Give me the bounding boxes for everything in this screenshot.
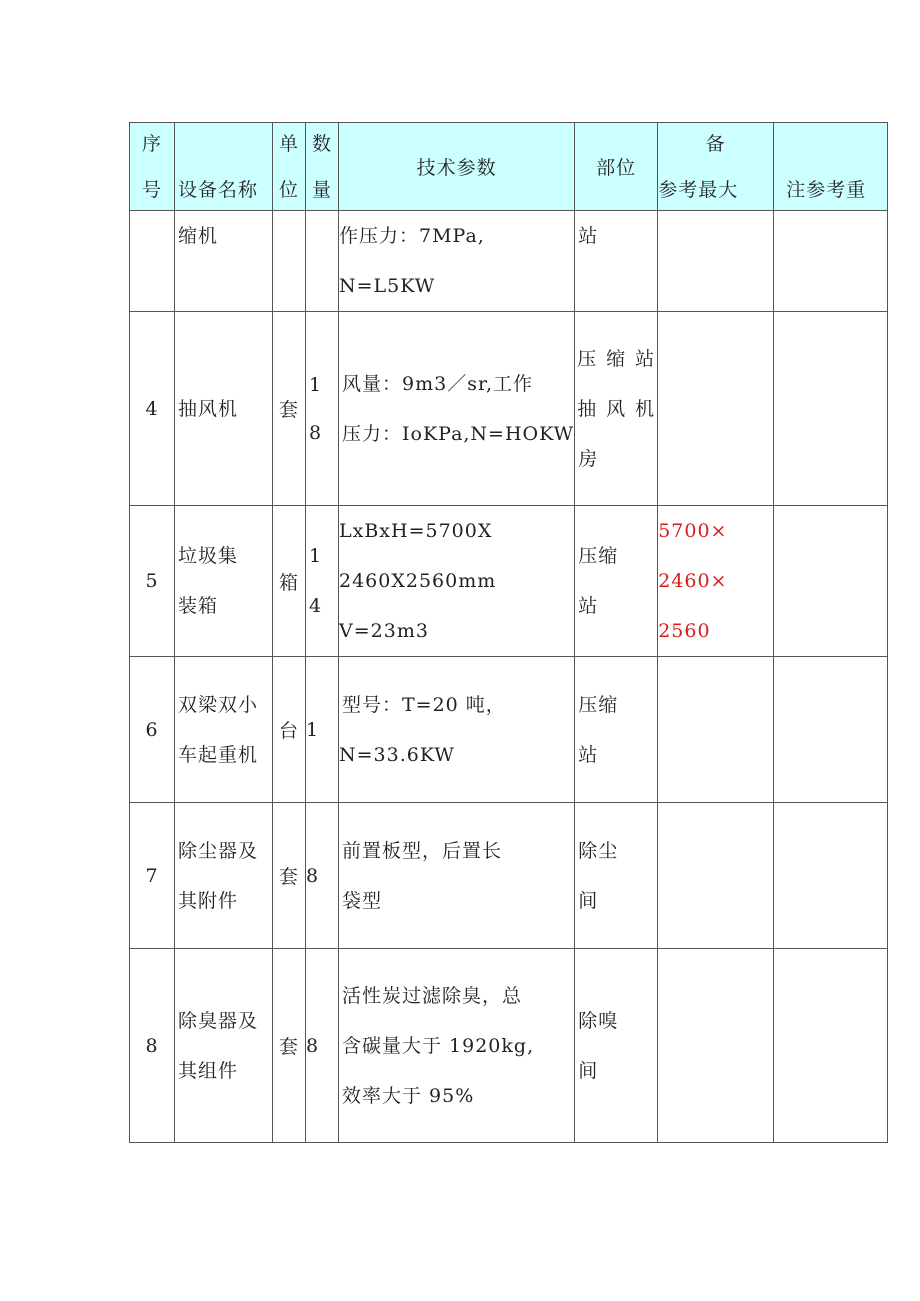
ref-cell	[658, 506, 774, 657]
tech-cell	[339, 312, 575, 506]
seq-cell: 4	[130, 312, 175, 506]
unit-cell: 台	[273, 657, 306, 803]
ref-cell	[658, 657, 774, 803]
qty-cell: 8	[306, 949, 339, 1143]
header-seq	[130, 123, 175, 211]
name-line: 其附件	[178, 889, 239, 912]
qty-cell	[306, 312, 339, 506]
name-cell	[175, 803, 273, 949]
location-cell	[575, 949, 658, 1143]
header-seq-top: 序	[141, 132, 162, 155]
ref-line: 2460×	[658, 570, 728, 592]
note-cell	[774, 211, 888, 312]
location-cell	[575, 657, 658, 803]
table-row	[130, 211, 888, 312]
tech-line: 含碳量大于 1920kg,	[342, 1034, 535, 1057]
note-cell	[774, 949, 888, 1143]
header-qty-bottom: 量	[311, 178, 332, 201]
location-cell	[575, 312, 658, 506]
location-line: 压缩站	[577, 347, 656, 370]
note-cell	[774, 657, 888, 803]
name-line: 抽风机	[178, 397, 239, 420]
header-ref-max: 参考最大	[658, 178, 739, 201]
qty-cell: 1	[306, 657, 339, 803]
unit-cell: 套	[273, 949, 306, 1143]
name-line: 装箱	[178, 595, 219, 617]
tech-line: 效率大于 95%	[342, 1084, 475, 1107]
name-cell	[175, 211, 273, 312]
note-cell	[774, 506, 888, 657]
tech-line: 活性炭过滤除臭，总	[342, 984, 523, 1007]
name-line: 除臭器及	[178, 1009, 259, 1032]
header-name-text: 设备名称	[178, 179, 259, 201]
ref-line: 5700×	[658, 520, 728, 542]
header-location: 部位	[575, 123, 658, 211]
table-row	[130, 312, 888, 506]
note-cell	[774, 803, 888, 949]
header-remark	[658, 123, 774, 211]
table-row	[130, 949, 888, 1143]
header-seq-bottom: 号	[141, 178, 162, 201]
seq-cell: 5	[130, 506, 175, 657]
header-row	[130, 123, 888, 211]
tech-line: 2460X2560mm	[339, 570, 497, 592]
unit-cell: 箱	[273, 506, 306, 657]
seq-cell	[130, 211, 175, 312]
tech-line: 前置板型，后置长	[342, 839, 503, 862]
tech-cell	[339, 803, 575, 949]
ref-cell	[658, 803, 774, 949]
location-line: 除尘	[578, 839, 619, 862]
location-line: 间	[578, 1059, 599, 1082]
name-cell	[175, 506, 273, 657]
header-unit	[273, 123, 306, 211]
tech-cell	[339, 949, 575, 1143]
name-line: 其组件	[178, 1059, 239, 1082]
location-line: 站	[578, 225, 599, 247]
header-remark-top: 备	[705, 132, 726, 155]
tech-line: 袋型	[342, 889, 383, 912]
tech-line: N=33.6KW	[339, 743, 455, 766]
table-row	[130, 506, 888, 657]
location-line: 抽风机	[577, 397, 656, 420]
name-line: 车起重机	[178, 743, 259, 766]
name-line: 双梁双小	[178, 693, 259, 716]
header-tech: 技术参数	[339, 123, 575, 211]
unit-cell: 套	[273, 803, 306, 949]
seq-cell: 7	[130, 803, 175, 949]
header-qty-top: 数	[311, 132, 332, 155]
table-row	[130, 803, 888, 949]
unit-cell: 套	[273, 312, 306, 506]
name-cell	[175, 657, 273, 803]
header-note-text: 注参考重	[786, 179, 867, 201]
ref-cell	[658, 949, 774, 1143]
header-unit-top: 单	[278, 132, 299, 155]
location-line: 站	[578, 595, 599, 617]
table-row	[130, 657, 888, 803]
qty-line: 1	[309, 373, 323, 396]
tech-line: V=23m3	[339, 620, 429, 642]
location-cell	[575, 506, 658, 657]
unit-cell	[273, 211, 306, 312]
location-line: 压缩	[578, 545, 619, 567]
location-line: 间	[578, 889, 599, 912]
note-cell	[774, 312, 888, 506]
ref-cell	[658, 312, 774, 506]
tech-line: LxBxH=5700X	[339, 520, 493, 542]
location-line: 站	[578, 743, 599, 766]
tech-line: N=L5KW	[339, 275, 436, 297]
qty-line: 8	[309, 421, 323, 444]
location-cell	[575, 803, 658, 949]
location-line: 除嗅	[578, 1009, 619, 1032]
name-cell	[175, 312, 273, 506]
name-line: 垃圾集	[178, 545, 239, 567]
qty-line: 4	[309, 595, 323, 617]
tech-line: 型号：T=20 吨，	[342, 693, 506, 716]
header-qty	[306, 123, 339, 211]
ref-cell	[658, 211, 774, 312]
location-line: 压缩	[578, 693, 619, 716]
name-line: 缩机	[178, 225, 219, 247]
qty-cell: 8	[306, 803, 339, 949]
seq-cell: 6	[130, 657, 175, 803]
location-line: 房	[578, 447, 599, 470]
equipment-table	[129, 122, 888, 1143]
name-cell	[175, 949, 273, 1143]
tech-line: 压力：IoKPa,N=HOKW	[342, 422, 575, 445]
tech-line: 风量：9m3／sr,工作	[342, 372, 533, 395]
qty-cell	[306, 506, 339, 657]
tech-cell	[339, 657, 575, 803]
location-cell	[575, 211, 658, 312]
header-unit-bottom: 位	[278, 178, 299, 201]
qty-cell	[306, 211, 339, 312]
name-line: 除尘器及	[178, 839, 259, 862]
header-name	[175, 123, 273, 211]
seq-cell: 8	[130, 949, 175, 1143]
tech-cell	[339, 211, 575, 312]
qty-line: 1	[309, 545, 323, 567]
ref-line: 2560	[658, 620, 711, 642]
tech-cell	[339, 506, 575, 657]
tech-line: 作压力：7MPa,	[339, 225, 485, 247]
header-note	[774, 123, 888, 211]
